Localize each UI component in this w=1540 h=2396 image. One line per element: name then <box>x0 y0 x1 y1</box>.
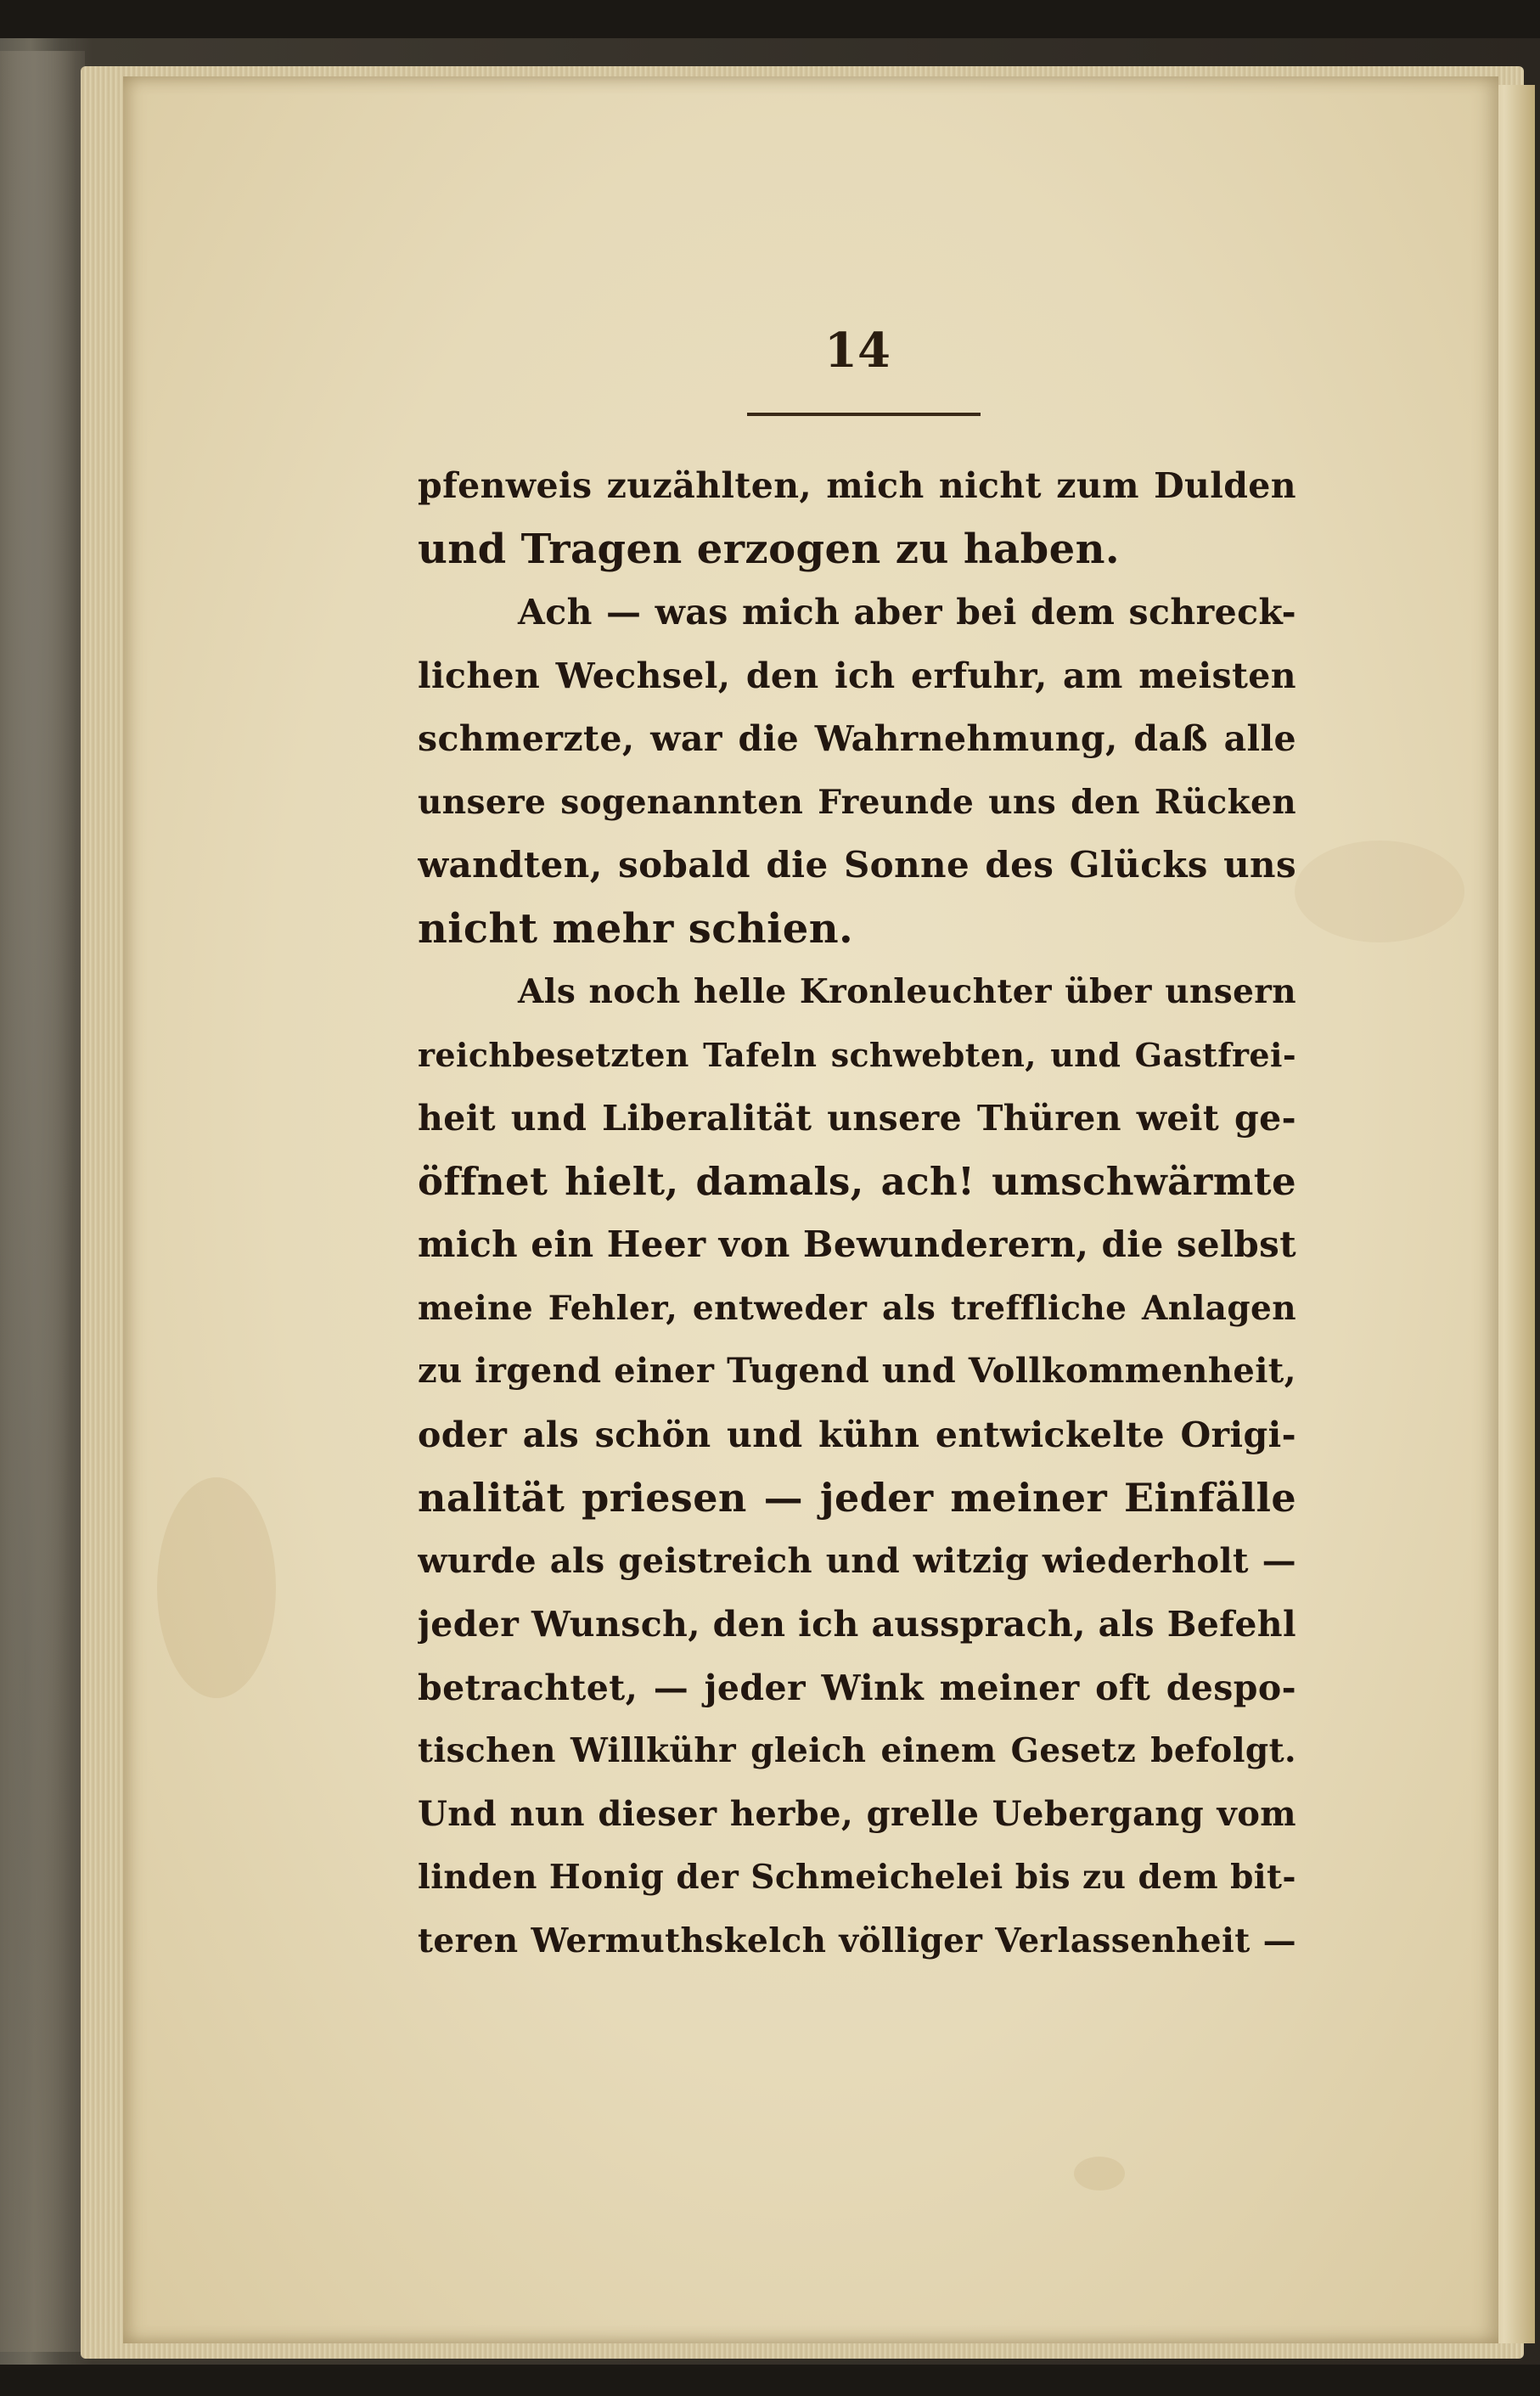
text-line: unsere sogenannten Freunde uns den Rücken <box>418 782 1296 822</box>
text-line: meine Fehler, entweder als treffliche Anlagen <box>418 1288 1296 1328</box>
text-line: wandten, sobald die Sonne des Glücks uns <box>418 844 1296 886</box>
text-line: Und nun dieser herbe, grelle Uebergang vom <box>418 1793 1296 1834</box>
text-line: tischen Willkühr gleich einem Gesetz befolgt. <box>418 1731 1296 1770</box>
text-line: betrachtet, — jeder Wink meiner oft despo- <box>418 1667 1296 1708</box>
foxing-stain <box>1295 841 1464 942</box>
text-line: nicht mehr schien. <box>418 904 854 953</box>
header-rule <box>747 413 981 416</box>
book-spine-edge <box>0 51 85 2352</box>
foxing-stain <box>157 1477 276 1698</box>
text-line: jeder Wunsch, den ich aussprach, als Befehl <box>418 1604 1296 1645</box>
text-line: Ach — was mich aber bei dem schreck- <box>518 592 1296 633</box>
text-line: heit und Liberalität unsere Thüren weit ge- <box>418 1098 1296 1139</box>
foxing-stain <box>1074 2157 1125 2191</box>
page-number: 14 <box>824 323 891 379</box>
text-line: öffnet hielt, damals, ach! umschwärmte <box>418 1158 1296 1204</box>
text-line: oder als schön und kühn entwickelte Origi- <box>418 1414 1296 1455</box>
text-line: nalität priesen — jeder meiner Einfälle <box>418 1475 1296 1521</box>
text-line: zu irgend einer Tugend und Vollkommenheit, <box>418 1351 1296 1391</box>
text-line: schmerzte, war die Wahrnehmung, daß alle <box>418 718 1296 759</box>
text-line: Als noch helle Kronleuchter über unsern <box>518 972 1296 1011</box>
body-text <box>418 454 1296 1972</box>
text-line: und Tragen erzogen zu haben. <box>418 525 1120 573</box>
text-line: linden Honig der Schmeichelei bis zu dem bit- <box>418 1858 1296 1897</box>
text-line: wurde als geistreich und witzig wiederholt — <box>418 1540 1296 1581</box>
text-line: mich ein Heer von Bewunderern, die selbst <box>418 1223 1296 1265</box>
text-line: lichen Wechsel, den ich erfuhr, am meisten <box>418 655 1296 696</box>
text-line: teren Wermuthskelch völliger Verlassenheit — <box>418 1921 1296 1960</box>
text-line: pfenweis zuzählten, mich nicht zum Dulden <box>418 465 1296 506</box>
text-line: reichbesetzten Tafeln schwebten, und Gastfrei- <box>418 1035 1296 1074</box>
